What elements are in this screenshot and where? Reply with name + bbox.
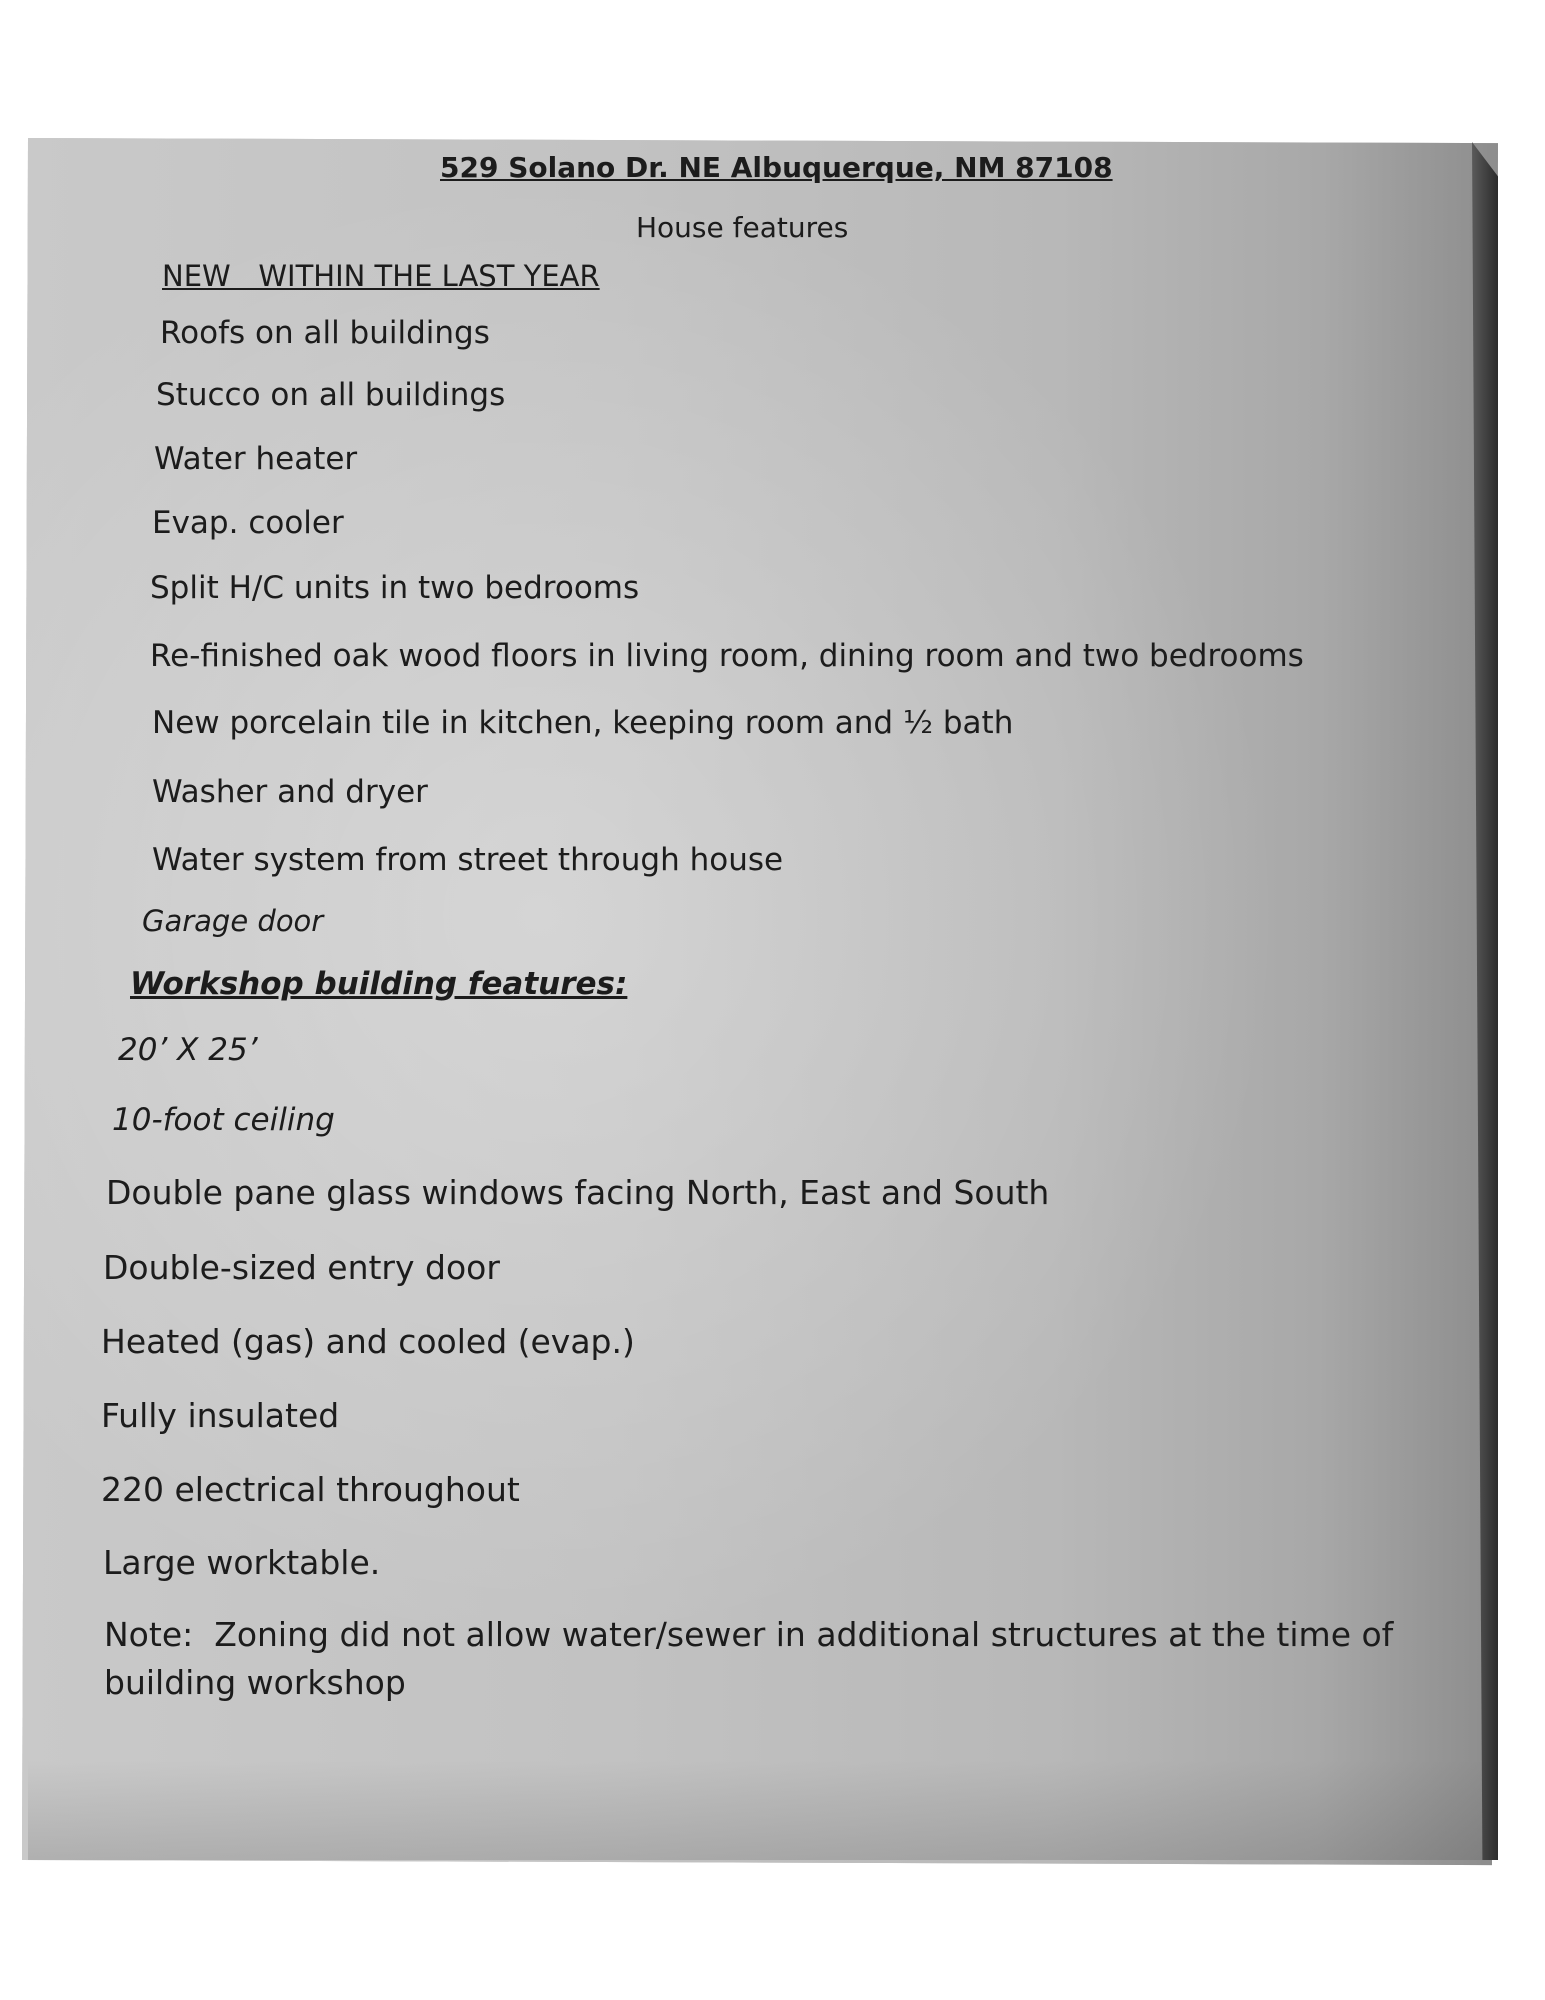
list-item: 10-foot ceiling	[112, 1102, 335, 1138]
note-line-2: building workshop	[104, 1663, 406, 1702]
list-item: Re-finished oak wood floors in living room, dining room and two bedrooms	[150, 638, 1304, 674]
list-item: Double-sized entry door	[103, 1248, 500, 1287]
note-line-1: Note: Zoning did not allow water/sewer in additional structures at the time of	[104, 1615, 1394, 1654]
list-item: 20’ X 25’	[118, 1032, 258, 1068]
list-item: Roofs on all buildings	[160, 315, 490, 351]
address-title: 529 Solano Dr. NE Albuquerque, NM 87108	[440, 151, 1113, 184]
list-item: Stucco on all buildings	[156, 377, 506, 413]
workshop-section-heading: Workshop building features:	[130, 966, 628, 1002]
list-item: Washer and dryer	[152, 774, 428, 810]
list-item: Water heater	[154, 441, 358, 477]
list-item: Water system from street through house	[152, 842, 784, 878]
list-item: Fully insulated	[101, 1396, 340, 1435]
list-item: New porcelain tile in kitchen, keeping room and ½ bath	[152, 705, 1014, 741]
list-item: Split H/C units in two bedrooms	[150, 570, 640, 606]
list-item: Double pane glass windows facing North, East and South	[106, 1173, 1050, 1212]
list-item: Large worktable.	[103, 1543, 381, 1582]
list-item: Garage door	[142, 904, 324, 938]
page-subtitle: House features	[636, 211, 849, 244]
new-section-heading: NEW WITHIN THE LAST YEAR	[162, 259, 600, 293]
list-item: Heated (gas) and cooled (evap.)	[101, 1322, 635, 1361]
list-item: 220 electrical throughout	[101, 1470, 520, 1509]
list-item: Evap. cooler	[152, 505, 344, 541]
